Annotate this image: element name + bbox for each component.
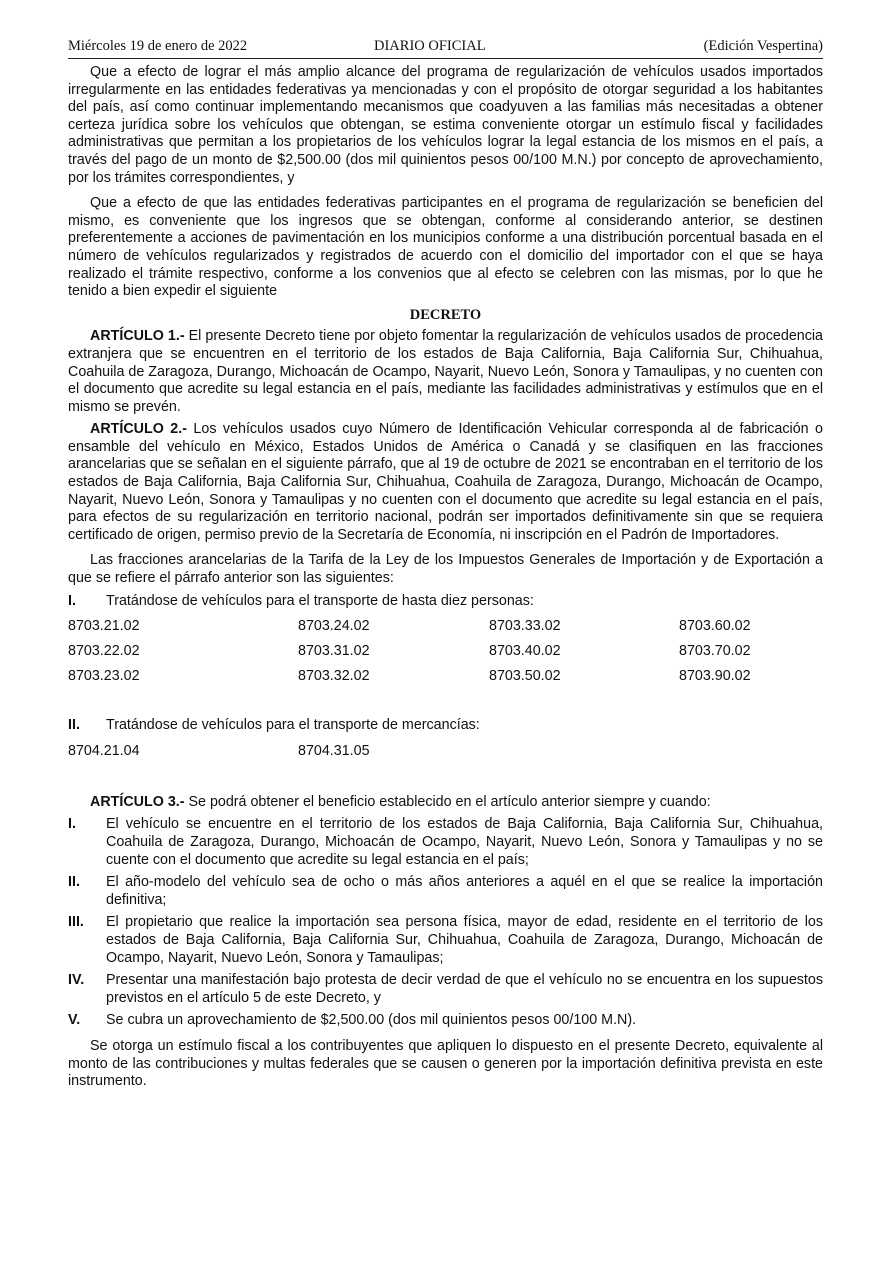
page-header [68,38,823,58]
requirement-item [68,972,823,1007]
requirement-num: V. [68,1012,81,1029]
article-1-label: ARTÍCULO 1.- [90,328,185,345]
requirement-text: El propietario que realice la importación sea persona física, mayor de edad, residente en el territorio de los estados de Baja California, Baja California Sur, Chihuahua, Coahuila de Zaragoza, Durango, Michoacán de Ocampo, Nayarit, Nuevo León, Sonora y Tamaulipas; [106,914,823,966]
codes-row [68,668,823,693]
code-cell: 8703.60.02 [679,618,751,635]
requirement-text: El vehículo se encuentre en el territorio de los estados de Baja California, Baja California Sur, Chihuahua, Coahuila de Zaragoza, Durango, Michoacán de Ocampo, Nayarit, Nuevo León, Sonora y Tamaulipas y no se cuente con el documento que acredite su legal estancia en el país; [106,816,823,868]
header-rule [68,58,823,59]
requirement-num: II. [68,874,80,891]
codes-row [68,743,823,768]
code-cell: 8704.31.05 [298,742,370,759]
article-1-text: El presente Decreto tiene por objeto fomentar la regularización de vehículos usados de procedencia extranjera que se encuentren en el territorio de los estados de Baja California, Baja California Sur, Chihuahua, Coahuila de Zaragoza, Durango, Michoacán de Ocampo, Nayarit, Nuevo León, Sonora y Tamaulipas, y no cuenten con el documento que acredite su legal estancia en el país, mediante las facilidades administrativas y estímulos que en el mismo se prevén. [68,328,823,415]
article-1 [68,328,823,416]
header-edition: (Edición Vespertina) [703,38,823,54]
article-2-text: Los vehículos usados cuyo Número de Identificación Vehicular corresponda al de fabricación o ensamble del vehículo en México, Estados Unidos de América o Canadá y se clasifiquen en las fracciones arancelarias que se señalan en el siguiente párrafo, que al 19 de octubre de 2021 se encontraban en el territorio de los estados de Baja California, Baja California Sur, Chihuahua, Coahuila de Zaragoza, Durango, Michoacán de Ocampo, Nayarit, Nuevo León, Sonora y Tamaulipas y no cuenten con el documento que acredite su legal estancia en el país, para efectos de su regularización en territorio nacional, podrán ser importados definitivamente sin que se requiera certificado de origen, permiso previo de la Secretaría de Economía, ni inscripción en el Padrón de Importadores. [68,421,823,543]
fracciones-intro: Las fracciones arancelarias de la Tarifa de la Ley de los Impuestos Generales de Importación y de Exportación a que se refiere el párrafo anterior son las siguientes: [68,552,823,587]
code-cell: 8703.22.02 [68,643,140,660]
code-cell: 8703.33.02 [489,618,561,635]
codes-row [68,618,823,643]
article-2-label: ARTÍCULO 2.- [90,421,187,438]
requirement-text: El año-modelo del vehículo sea de ocho o más años anteriores a aquél en el que se realice la importación definitiva; [106,874,823,908]
requirement-item [68,874,823,909]
requirement-item [68,816,823,869]
code-cell: 8703.90.02 [679,668,751,685]
fraccion-group-1-num: I. [68,592,76,609]
document-body [68,64,823,1091]
requirement-item [68,914,823,967]
requirement-text: Se cubra un aprovechamiento de $2,500.00 (dos mil quinientos pesos 00/100 M.N). [106,1012,637,1029]
requirement-item [68,1012,823,1030]
considerando-paragraph-1: Que a efecto de lograr el más amplio alcance del programa de regularización de vehículos usados importados irregularmente en las entidades federativas ya mencionadas y con el propósito de otorgar seguridad a los habitantes del país, así como continuar implementando mecanismos que coadyuven a las familias más necesitadas a obtener certeza jurídica sobre los vehículos que obtengan, se estima conveniente otorgar un estímulo fiscal y facilidades administrativas que permitan a los propietarios de los vehículos lograr la legal estancia de los mismos en el país, a través del pago de un monto de $2,500.00 (dos mil quinientos pesos 00/100 M.N.) por concepto de aprovechamiento, por los trámites correspondientes, y [68,64,823,186]
considerando-paragraph-2: Que a efecto de que las entidades federativas participantes en el programa de regularización se beneficien del mismo, es conveniente que los ingresos que se obtengan, conforme al considerando anterior, se destinen preferentemente a acciones de pavimentación en los municipios conforme a una distribución porcentual basada en el número de vehículos regularizados y registrados de acuerdo con el domicilio del importador con el que se haya realizado el trámite respectivo, conforme a los convenios que al efecto se celebren con las mismas, por lo que he tenido a bien expedir el siguiente [68,195,823,300]
header-date: Miércoles 19 de enero de 2022 [68,38,248,54]
fraccion-group-2-text: Tratándose de vehículos para el transporte de mercancías: [106,717,480,734]
code-cell: 8703.50.02 [489,668,561,685]
fraccion-group-2-num: II. [68,717,80,734]
fraccion-group-1-text: Tratándose de vehículos para el transporte de hasta diez personas: [106,592,534,609]
article-3-label: ARTÍCULO 3.- [90,793,185,810]
fraccion-group-1 [68,593,823,611]
codes-table-1 [68,618,823,693]
code-cell: 8703.32.02 [298,668,370,685]
article-3-text: Se podrá obtener el beneficio establecido en el artículo anterior siempre y cuando: [184,793,711,810]
decreto-heading: DECRETO [409,306,482,323]
header-title: DIARIO OFICIAL [374,38,486,54]
code-cell: 8703.24.02 [298,618,370,635]
article-2 [68,421,823,544]
code-cell: 8703.40.02 [489,643,561,660]
fraccion-group-2 [68,717,823,735]
requirement-num: III. [68,914,84,931]
code-cell: 8703.23.02 [68,668,140,685]
code-cell: 8703.31.02 [298,643,370,660]
code-cell: 8703.21.02 [68,618,140,635]
codes-table-2 [68,743,823,768]
requirement-num: I. [68,816,76,833]
requirement-text: Presentar una manifestación bajo protesta de decir verdad de que el vehículo no se encuentra en los supuestos previstos en el artículo 5 de este Decreto, y [106,972,823,1006]
codes-row [68,643,823,668]
code-cell: 8704.21.04 [68,742,140,759]
requirement-num: IV. [68,972,85,989]
article-3 [68,794,823,812]
closing-paragraph: Se otorga un estímulo fiscal a los contribuyentes que apliquen lo dispuesto en el presente Decreto, equivalente al monto de las contribuciones y multas federales que se causen o generen por la importación definitiva prevista en este instrumento. [68,1037,823,1090]
code-cell: 8703.70.02 [679,643,751,660]
